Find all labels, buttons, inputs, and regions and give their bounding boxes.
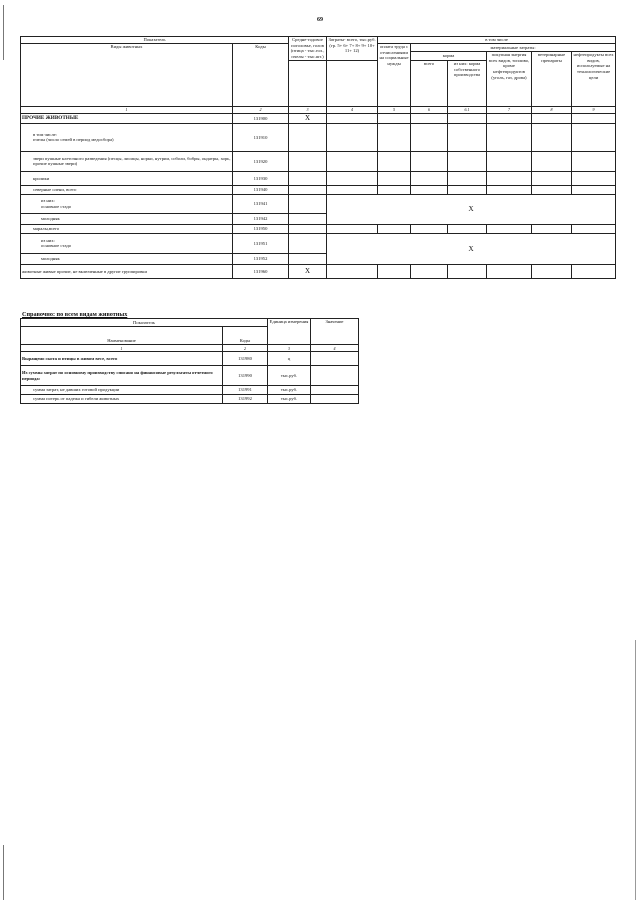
reference-title: Справочно: по всем видам животных bbox=[22, 311, 128, 318]
table-row: кролики 131930 bbox=[21, 171, 616, 185]
table-row: Из суммы затрат по основному производству списано на финансовые результаты отчетного периода: 131990 тыс.руб. bbox=[21, 366, 359, 386]
table-row: из них: основное стадо 131951 X bbox=[21, 233, 616, 253]
header-feed: корма bbox=[411, 51, 487, 60]
header-vet: ветеринарные препараты bbox=[532, 51, 572, 106]
table-row: из них: основное стадо 131941 X bbox=[21, 194, 616, 213]
header-material-costs: материальные затраты: bbox=[411, 44, 616, 52]
ref-header-name: Наименование bbox=[21, 327, 223, 345]
header-costs-cont bbox=[327, 60, 378, 106]
ref-header-value: Значение bbox=[311, 319, 359, 345]
table-row: звери пушные клеточного разведения (песцы, лисицы, норки, нутрии, соболи, бобры, ондатры, хорь, прочие пушные звери) 131920 bbox=[21, 151, 616, 171]
table-row: Выращено скота и птицы в живом весе, всего 131980 ц bbox=[21, 352, 359, 366]
ref-column-number-row: 1 2 3 4 bbox=[21, 345, 359, 352]
table-row: сумма потерь от падежа и гибели животных 131992 тыс.руб. bbox=[21, 395, 359, 404]
header-feed-total: всего bbox=[411, 60, 448, 106]
ref-header-indicator: Показатель bbox=[21, 319, 268, 327]
table-row: маралы,всего 131950 bbox=[21, 224, 616, 233]
header-feed-own: из них: корма собственного производства bbox=[448, 60, 487, 106]
main-table bbox=[20, 36, 616, 279]
table-row: молодняк 131942 bbox=[21, 213, 616, 224]
table-row: сумма затрат, не давших готовой продукции 131991 тыс.руб. bbox=[21, 386, 359, 395]
header-purchased-energy: покупная энергия всех видов, топливо, кроме нефтепродуктов (уголь, газ, дрова) bbox=[487, 51, 532, 106]
header-avg-herd: Средне-годовое поголовье, голов (птица - тыс.гол., пчелы - тыс.шт.) bbox=[289, 37, 327, 61]
table-row: северные олени, всего 131940 bbox=[21, 185, 616, 194]
ref-header-code: Коды bbox=[223, 327, 268, 345]
header-indicator: Показатель bbox=[21, 37, 289, 44]
page-number: 69 bbox=[317, 17, 323, 23]
header-in-that-number: в том числе bbox=[378, 37, 616, 44]
header-costs-total: Затраты- всего, тыс.руб. (гр. 5+ 6+ 7+ 8+ 9+ 10+ 11+ 12) bbox=[327, 37, 378, 61]
column-number-row: 1 2 3 4 5 6 6.1 7 8 9 bbox=[21, 106, 616, 113]
header-codes: Коды bbox=[233, 44, 289, 107]
table-row: ПРОЧИЕ ЖИВОТНЫЕ 131900 X bbox=[21, 113, 616, 123]
header-animal-types: Виды животных bbox=[21, 44, 233, 107]
table-row: молодняк 131952 bbox=[21, 253, 616, 264]
scan-edge-mark bbox=[3, 5, 4, 60]
scan-edge-mark bbox=[3, 845, 4, 900]
header-avg-herd-cont bbox=[289, 60, 327, 106]
header-labor: оплата труда с отчислениями на социальные нужды bbox=[378, 44, 411, 107]
ref-header-unit: Единица измерения bbox=[268, 319, 311, 345]
scan-edge-mark bbox=[635, 640, 636, 900]
reference-table bbox=[20, 318, 359, 404]
table-row: животные живые прочие, не включенные в другие группировки 131960 X bbox=[21, 264, 616, 278]
table-row: в том числе: пчелы (число семей в период медосбора) 131910 bbox=[21, 123, 616, 151]
header-oil-products: нефтепродукты всех видов, используемые на технологические цели bbox=[572, 51, 616, 106]
